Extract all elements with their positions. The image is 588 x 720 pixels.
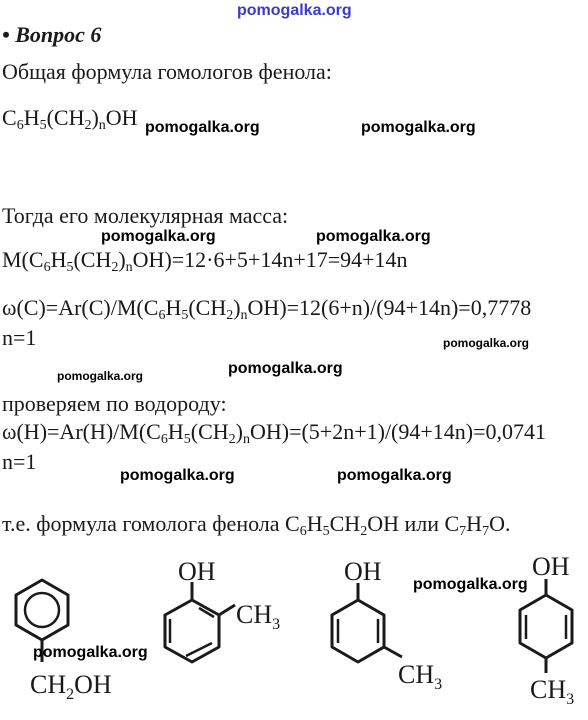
formula-part: (CH [188,295,227,320]
formula-sub: 5 [181,308,189,323]
mass-intro-line: Тогда его молекулярная масса: [2,203,289,228]
formula-part: ) [233,295,241,320]
formula-sub: 6 [43,260,51,275]
para-cresol-ring [520,579,572,673]
formula-part: ) [235,419,243,444]
formula-sub: n [242,432,250,447]
meta-ch3-label: $CH_3$ [398,660,443,693]
formula-part: OH)=12(6+n)/(94+14n)=0,7778 [247,295,532,320]
watermark: pomogalka.org [337,467,452,484]
mass-formula [2,247,408,275]
formula-part: H [466,511,483,536]
check-hydrogen-line: проверяем по водороду: [2,391,227,416]
n-equals-one: n=1 [2,325,37,350]
watermark: pomogalka.org [228,360,343,377]
general-formula [2,105,138,133]
formula-sub: 6 [299,524,307,539]
watermark: pomogalka.org [33,644,148,661]
formula-sub: 2 [111,260,119,275]
formula-sub: 2 [360,524,368,539]
ortho-ch3-label: $CH_3$ [236,600,281,633]
formula-part: т.е. формула гомолога фенола C [2,511,300,536]
watermark: pomogalka.org [316,228,431,245]
formula-sub: n [98,118,106,133]
formula-sub: 5 [66,260,74,275]
formula-part: H [50,247,67,272]
formula-part: M(C [2,247,44,272]
n-equals-one: n=1 [2,449,37,474]
formula-part: OH [105,105,138,130]
formula-part: O. [489,511,511,536]
formula-part: H [165,295,182,320]
formula-sub: 5 [39,118,47,133]
question-title-text: Вопрос 6 [15,22,102,47]
intro-line: Общая формула гомологов фенола: [2,59,332,84]
watermark: pomogalka.org [443,336,530,350]
para-oh-label: OH [532,555,570,581]
bullet: • [2,22,10,47]
para-ch3-label: $CH_3$ [530,675,575,708]
formula-sub: 6 [158,308,166,323]
ortho-oh-label: OH [178,557,216,586]
ortho-cresol-ring [165,582,235,662]
formula-sub: 5 [183,432,191,447]
formula-sub: 5 [322,524,330,539]
watermark: pomogalka.org [361,119,476,136]
benzyl-group-label: $CH_2OH$ [30,670,112,703]
watermark: pomogalka.org [57,369,144,383]
formula-sub: 7 [482,524,490,539]
watermark-top: pomogalka.org [237,2,352,19]
formula-part: (CH [73,247,112,272]
omega-c-formula [2,295,532,323]
formula-sub: n [240,308,248,323]
conclusion-line [2,511,511,539]
watermark: pomogalka.org [145,119,260,136]
formula-part: (CH [46,105,85,130]
meta-cresol-ring [332,583,402,662]
formula-part: OH)=(5+2n+1)/(94+14n)=0,0741 [249,419,547,444]
formula-part: ) [118,247,126,272]
formula-part: OH или C [367,511,460,536]
formula-part: H [306,511,323,536]
question-title [2,22,101,48]
formula-sub: 6 [16,118,24,133]
formula-part: ) [91,105,99,130]
omega-h-formula [2,419,547,447]
watermark: pomogalka.org [413,576,528,593]
meta-oh-label: OH [344,557,382,586]
formula-part: ω(C)=Ar(C)/M(C [2,295,159,320]
formula-sub: 2 [228,432,236,447]
formula-part: C [2,105,17,130]
formula-sub: 2 [84,118,92,133]
formula-part: (CH [190,419,229,444]
formula-part: ω(H)=Ar(H)/M(C [2,419,161,444]
formula-sub: 7 [459,524,467,539]
formula-part: H [167,419,184,444]
formula-part: CH [329,511,361,536]
formula-sub: n [125,260,133,275]
watermark: pomogalka.org [101,228,216,245]
formula-sub: 6 [160,432,168,447]
formula-sub: 2 [226,308,234,323]
watermark: pomogalka.org [120,467,235,484]
formula-part: OH)=12·6+5+14n+17=94+14n [132,247,408,272]
formula-part: H [23,105,40,130]
